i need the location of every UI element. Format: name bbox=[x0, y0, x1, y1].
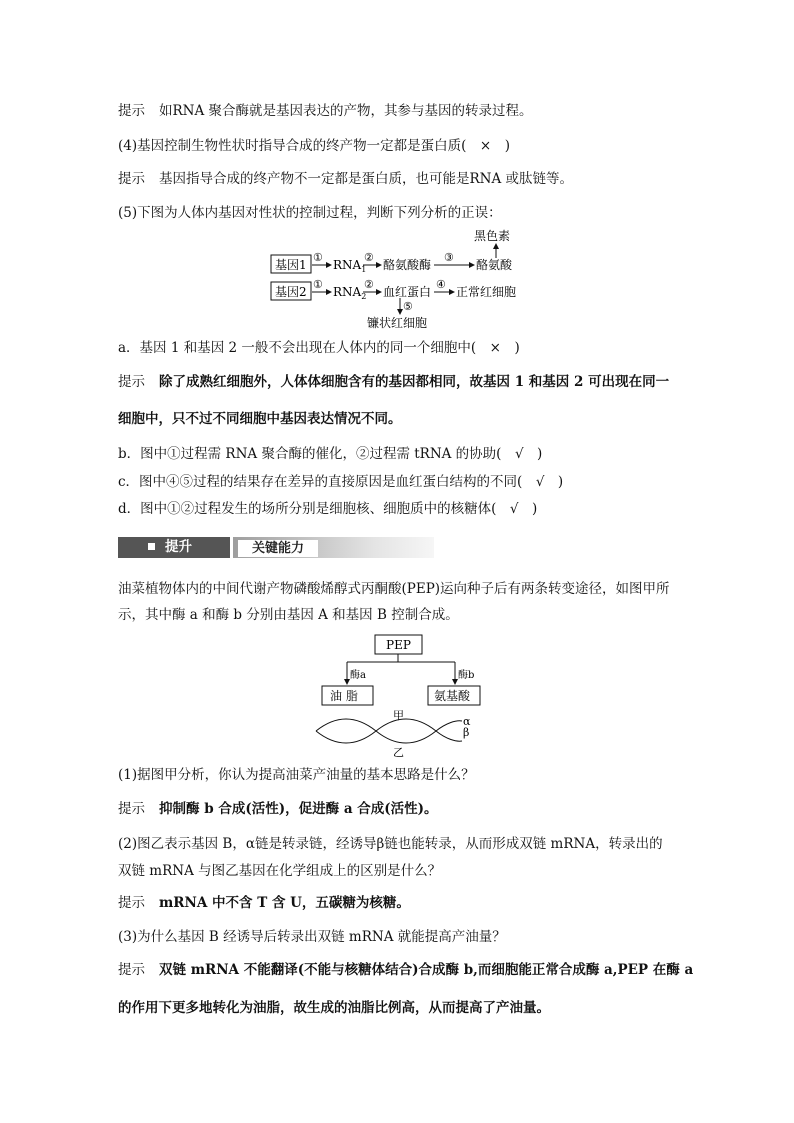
normal-rbc-label: 正常红细胞 bbox=[456, 285, 517, 299]
enzyme-b-label: 酶b bbox=[458, 670, 475, 681]
hint-label: 提示 bbox=[118, 895, 145, 911]
hint-sub-1 bbox=[118, 799, 438, 819]
hint-text: 基因指导合成的终产物不一定都是蛋白质，也可能是RNA 或肽链等。 bbox=[159, 171, 574, 187]
hint-label: 提示 bbox=[118, 374, 145, 390]
banner-subtitle: 关键能力 bbox=[238, 540, 318, 557]
sickle-rbc-label: 镰状红细胞 bbox=[367, 316, 428, 330]
hint-text: 双链 mRNA 不能翻译(不能与核糖体结合)合成酶 b,而细胞能正常合成酶 a,PEP 在酶 a bbox=[159, 962, 694, 978]
hint-line-4 bbox=[118, 169, 573, 189]
question-4: (4)基因控制生物性状时指导合成的终产物一定都是蛋白质( × ) bbox=[118, 138, 510, 154]
step2-label: ② bbox=[364, 251, 374, 264]
step3-label: ③ bbox=[444, 251, 454, 264]
hint-sub-3b: 的作用下更多地转化为油脂，故生成的油脂比例高，从而提高了产油量。 bbox=[118, 1000, 550, 1016]
rna2-label: $RNA_2$ bbox=[333, 285, 367, 301]
hemoglobin-label: 血红蛋白 bbox=[383, 285, 432, 299]
hint-text: 抑制酶 b 合成(活性)，促进酶 a 合成(活性)。 bbox=[159, 801, 438, 817]
tyrosine-label: 酪氨酸 bbox=[476, 258, 513, 272]
gene-control-diagram bbox=[268, 226, 538, 332]
gene1-label: 基因1 bbox=[275, 258, 307, 272]
subq-2b: 双链 mRNA 与图乙基因在化学组成上的区别是什么？ bbox=[118, 863, 442, 879]
amino-label: 氨基酸 bbox=[434, 689, 471, 703]
square-bullet-icon bbox=[148, 543, 155, 550]
tyrosinase-label: 酪氨酸酶 bbox=[383, 258, 432, 272]
rna1-label: $RNA_1$ bbox=[333, 258, 367, 274]
option-b: b．图中①过程需 RNA 聚合酶的催化，②过程需 tRNA 的协助( √ ) bbox=[118, 446, 543, 462]
hint-text: 除了成熟红细胞外，人体体细胞含有的基因都相同，故基因 1 和基因 2 可出现在同一 bbox=[159, 374, 670, 390]
hint-label: 提示 bbox=[118, 801, 145, 817]
question-5: (5)下图为人体内基因对性状的控制过程，判断下列分析的正误： bbox=[118, 205, 502, 221]
hint-label: 提示 bbox=[118, 962, 145, 978]
hint-line-a2: 细胞中，只不过不同细胞中基因表达情况不同。 bbox=[118, 411, 402, 427]
gene2-label: 基因2 bbox=[275, 285, 307, 299]
hint-label: 提示 bbox=[118, 171, 145, 187]
hint-line-a1 bbox=[118, 372, 669, 392]
pep-label: PEP bbox=[386, 638, 411, 652]
option-d: d．图中①②过程发生的场所分别是细胞核、细胞质中的核糖体( √ ) bbox=[118, 501, 538, 517]
enzyme-a-label: 酶a bbox=[350, 670, 366, 681]
banner-title-block bbox=[118, 537, 230, 558]
option-a: a．基因 1 和基因 2 一般不会出现在人体内的同一个细胞中( × ) bbox=[118, 340, 520, 356]
step4-label: ④ bbox=[436, 278, 446, 291]
hint-label: 提示 bbox=[118, 103, 145, 119]
step2b-label: ② bbox=[364, 278, 374, 291]
label-jia: 甲 bbox=[393, 709, 404, 722]
intro-line-2: 示，其中酶 a 和酶 b 分别由基因 A 和基因 B 控制合成。 bbox=[118, 607, 459, 623]
step1-label: ① bbox=[313, 251, 323, 264]
subq-2a: (2)图乙表示基因 B，α链是转录链，经诱导β链也能转录，从而形成双链 mRNA，转录出的 bbox=[118, 836, 663, 852]
banner-title: 提升 bbox=[165, 539, 192, 555]
hint-line-1 bbox=[118, 101, 533, 121]
fat-label: 油 脂 bbox=[330, 689, 358, 703]
pep-pathway-diagram bbox=[310, 632, 488, 758]
step1b-label: ① bbox=[313, 278, 323, 291]
hint-sub-3a bbox=[118, 960, 693, 980]
subq-1: (1)据图甲分析，你认为提高油菜产油量的基本思路是什么？ bbox=[118, 767, 475, 783]
hint-text: mRNA 中不含 T 含 U，五碳糖为核糖。 bbox=[159, 895, 410, 911]
label-yi: 乙 bbox=[393, 746, 404, 758]
hint-text: 如RNA 聚合酶就是基因表达的产物，其参与基因的转录过程。 bbox=[159, 103, 533, 119]
step5-label: ⑤ bbox=[403, 300, 413, 313]
section-banner bbox=[118, 537, 434, 558]
option-c: c．图中④⑤过程的结果存在差异的直接原因是血红蛋白结构的不同( √ ) bbox=[118, 474, 564, 490]
subq-3: (3)为什么基因 B 经诱导后转录出双链 mRNA 就能提高产油量？ bbox=[118, 929, 506, 945]
banner-subtitle-block bbox=[233, 537, 434, 558]
alpha-label: α bbox=[463, 715, 471, 728]
beta-label: β bbox=[463, 726, 470, 739]
intro-line-1: 油菜植物体内的中间代谢产物磷酸烯醇式丙酮酸(PEP)运向种子后有两条转变途径，如图甲所 bbox=[118, 581, 670, 597]
hint-sub-2 bbox=[118, 893, 410, 913]
melanin-label: 黑色素 bbox=[474, 229, 511, 243]
